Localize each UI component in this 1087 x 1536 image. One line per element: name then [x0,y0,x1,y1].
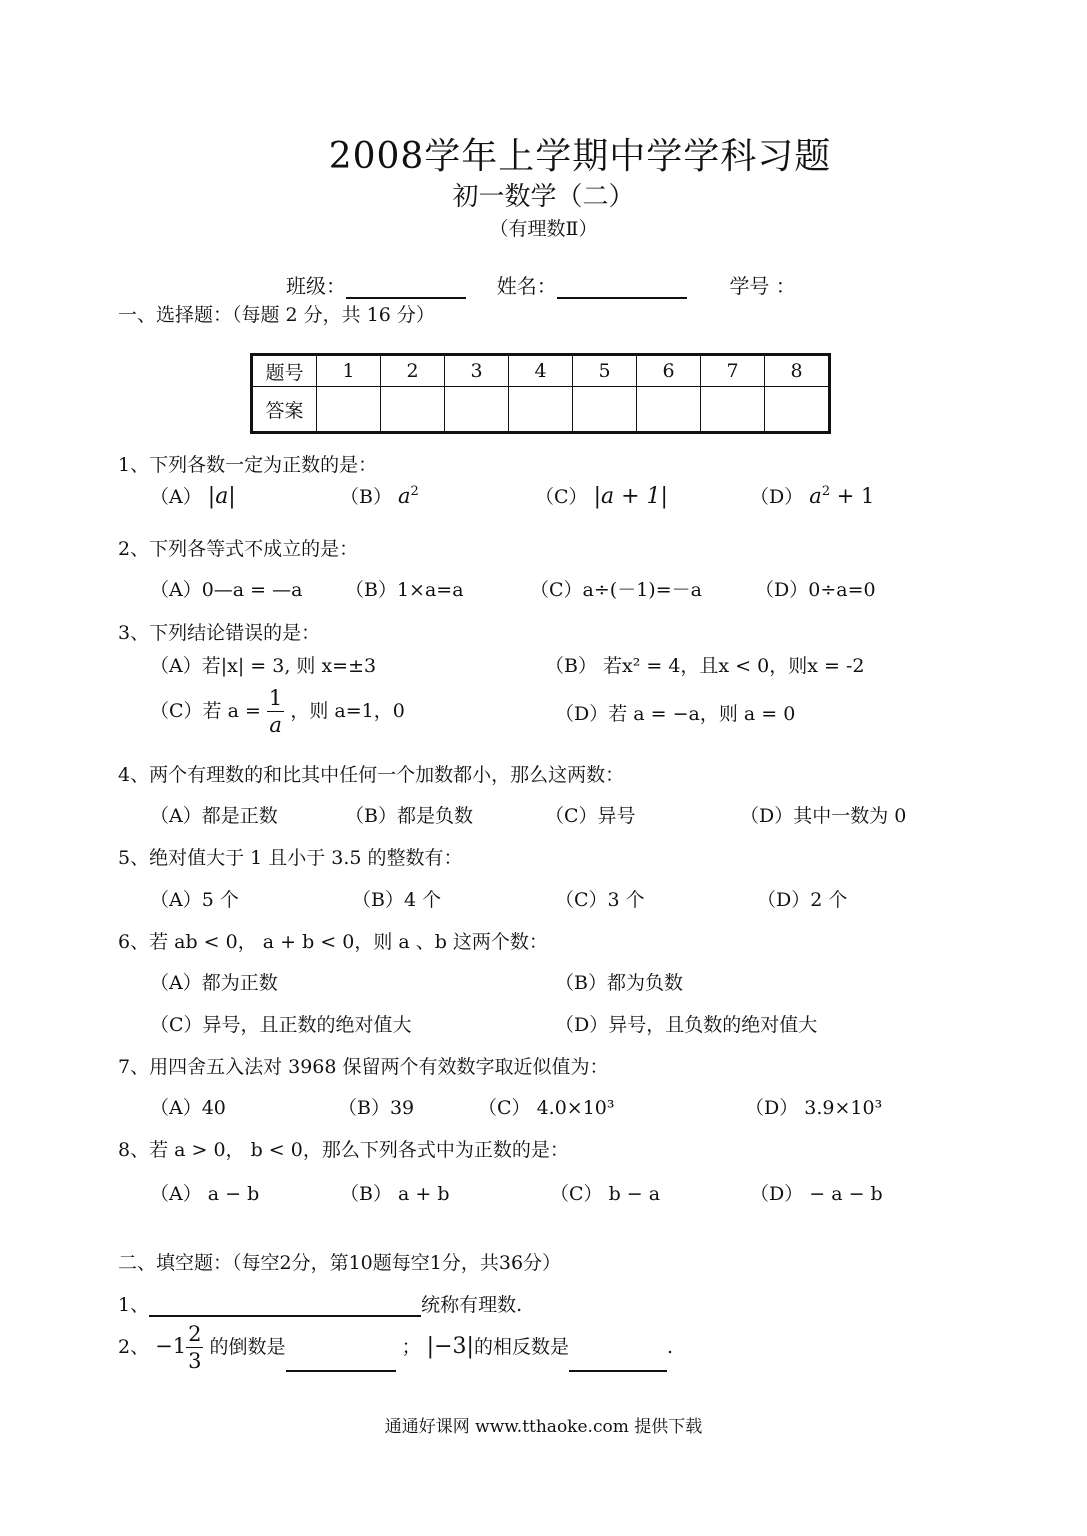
q5-option-d: （D）2 个 [757,889,848,911]
answer-cell[interactable] [381,387,445,433]
q1-option-b: （B） $a^2$ [340,484,419,508]
answer-cell[interactable] [317,387,381,433]
answer-cell[interactable] [445,387,509,433]
answer-cell[interactable] [765,387,830,433]
q1-option-a: （A） |a| [150,484,236,509]
q3-option-d: （D）若 a = −a，则 a = 0 [555,703,796,725]
question-7: 7、用四舍五入法对 3968 保留两个有效数字取近似值为： [118,1056,609,1078]
q8-option-a: （A） a − b [150,1183,260,1205]
table-header-cell: 7 [701,355,765,387]
q7-option-d: （D） 3.9×10³ [745,1097,883,1119]
fill-2-blank-a[interactable] [286,1348,396,1372]
answer-cell[interactable] [637,387,701,433]
class-blank [346,275,466,299]
answer-cell[interactable] [701,387,765,433]
class-label: 班级： [286,274,346,298]
fill-2: 2、 −1 $\frac{2}{3}$ 的倒数是 ； |−3|的相反数是 . [118,1322,673,1373]
q4-option-a: （A）都是正数 [150,805,278,827]
q7-option-c: （C） 4.0×10³ [478,1097,615,1119]
info-row [286,270,796,299]
question-3: 3、下列结论错误的是： [118,622,321,644]
table-header-cell: 3 [445,355,509,387]
table-header-cell: 2 [381,355,445,387]
q2-option-c: （C）a÷(－1)=－a [530,579,702,601]
fill-1: 1、 统称有理数. [118,1294,523,1316]
q6-option-c: （C）异号，且正数的绝对值大 [150,1014,412,1036]
question-2: 2、下列各等式不成立的是： [118,538,359,560]
q2-option-b: （B）1×a=a [345,579,464,601]
q4-option-c: （C）异号 [545,805,636,827]
q5-option-c: （C）3 个 [555,889,645,911]
fill-1-blank[interactable] [149,1293,421,1317]
q6-option-b: （B）都为负数 [555,972,683,994]
q5-option-b: （B）4 个 [352,889,442,911]
q7-option-a: （A）40 [150,1097,226,1119]
id-label: 学号 ： [729,274,796,298]
q8-option-b: （B） a + b [340,1183,450,1205]
q4-option-b: （B）都是负数 [345,805,473,827]
q6-option-a: （A）都为正数 [150,972,278,994]
question-1: 1、下列各数一定为正数的是： [118,454,378,476]
answer-cell[interactable] [509,387,573,433]
section2-heading: 二、填空题：（每空2分，第10题每空1分，共36分） [118,1252,562,1274]
table-header-cell: 5 [573,355,637,387]
name-label: 姓名： [496,274,557,298]
q1-option-d: （D） $a^2 + 1$ [750,484,875,508]
footer-text: 通通好课网 www.tthaoke.com 提供下载 [384,1417,703,1437]
q3-option-b: （B） 若x² = 4，且x < 0，则x = -2 [545,655,865,677]
q3-option-c: （C）若 a = $\frac{1}{a}$ ，则 a=1，0 [150,686,405,737]
q8-option-c: （C） b − a [550,1183,661,1205]
page-title: 2008学年上学期中学学科习题 [328,136,832,177]
q1-option-c: （C） |a + 1| [535,484,668,509]
table-header-cell: 1 [317,355,381,387]
question-4: 4、两个有理数的和比其中任何一个加数都小，那么这两数： [118,764,625,786]
page-topic: （有理数Ⅱ） [489,218,598,240]
q8-option-d: （D） − a − b [750,1183,883,1205]
table-header-cell: 6 [637,355,701,387]
table-row-label: 答案 [252,387,317,433]
name-blank [557,275,687,299]
q3-option-a: （A）若|x| = 3, 则 x=±3 [150,655,377,677]
q5-option-a: （A）5 个 [150,889,239,911]
q2-option-d: （D）0÷a=0 [755,579,876,601]
fill-2-blank-b[interactable] [569,1348,667,1372]
answer-cell[interactable] [573,387,637,433]
q6-option-d: （D）异号，且负数的绝对值大 [555,1014,818,1036]
table-header-cell: 4 [509,355,573,387]
q4-option-d: （D）其中一数为 0 [740,805,907,827]
table-header-cell: 题号 [252,355,317,387]
section1-heading: 一、选择题：（每题 2 分，共 16 分） [118,304,435,326]
q2-option-a: （A）0—a = —a [150,579,303,601]
answer-table [250,353,831,434]
page-subtitle: 初一数学（二） [452,182,635,212]
question-5: 5、绝对值大于 1 且小于 3.5 的整数有： [118,847,463,869]
question-6: 6、若 ab < 0， a + b < 0，则 a 、b 这两个数： [118,931,548,953]
q7-option-b: （B）39 [338,1097,415,1119]
question-8: 8、若 a > 0， b < 0，那么下列各式中为正数的是： [118,1139,569,1161]
table-header-cell: 8 [765,355,830,387]
